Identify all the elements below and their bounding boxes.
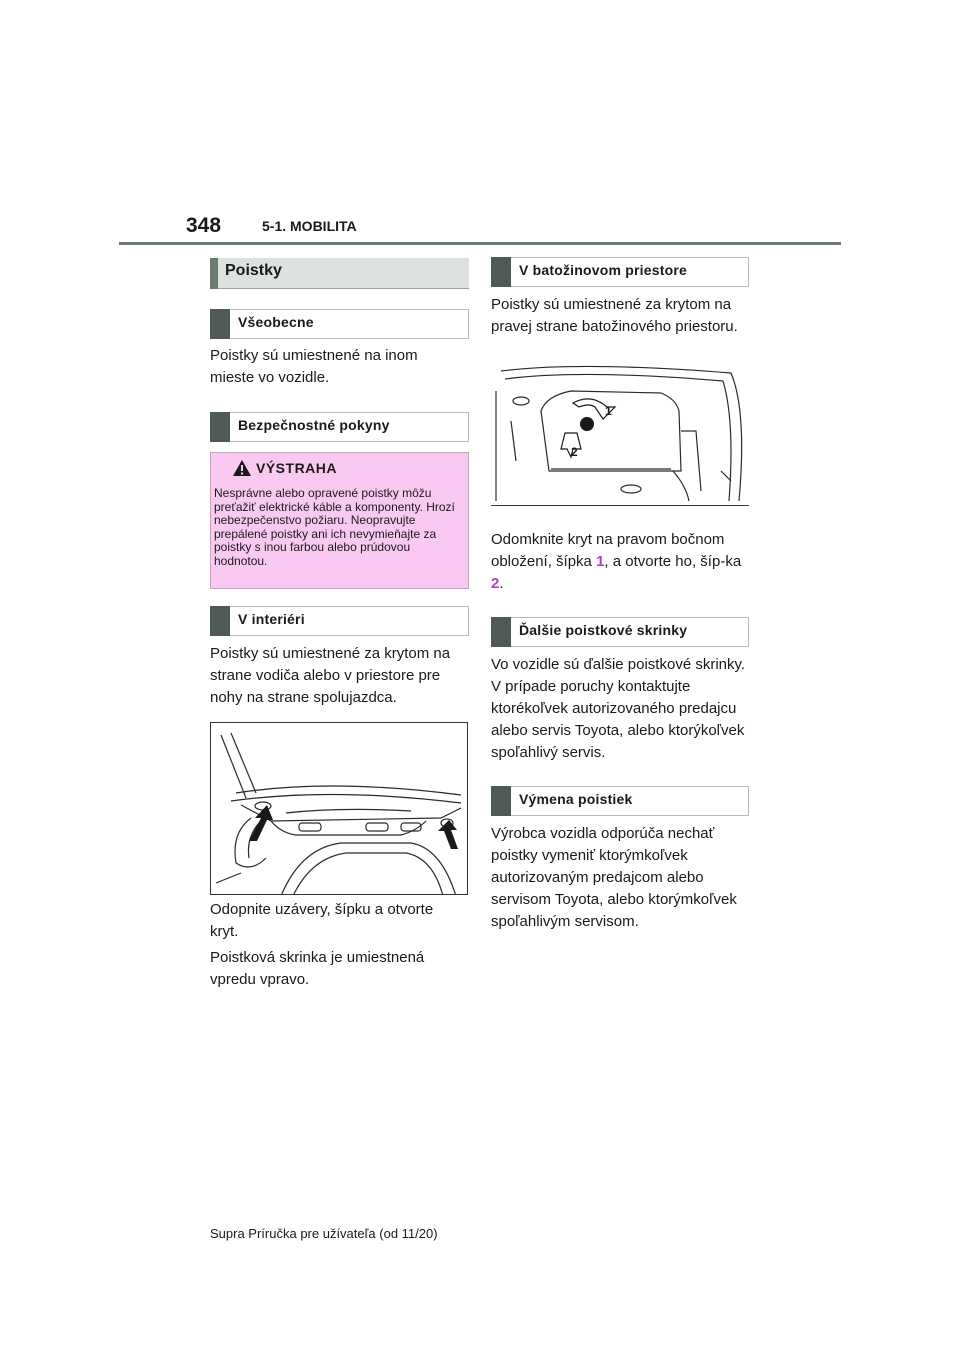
interior-location: Poistková skrinka je umiestnená vpredu vpravo. bbox=[210, 949, 425, 988]
subheading-more-label: Ďalšie poistkové skrinky bbox=[519, 622, 688, 638]
subheading-replace-label: Výmena poistiek bbox=[519, 791, 633, 807]
figure-label-2: 2 bbox=[571, 445, 578, 459]
trunk-caption-num-2: 2 bbox=[491, 575, 500, 592]
trunk-caption-part-a: Odomknite kryt na pravom bočnom obložení, šípka bbox=[491, 531, 725, 570]
warning-text: Nesprávne alebo opravené poistky môžu preťažiť elektrické káble a komponenty. Hrozí nebezpečenstvo požiaru. Neopravujte prepálené poistky ani ich nevymieňajte za poistky s inou farbou alebo prúdovou hodnotou. bbox=[214, 486, 455, 568]
trunk-caption-num-1: 1 bbox=[596, 553, 605, 570]
header-rule bbox=[119, 242, 841, 245]
subheading-trunk bbox=[491, 257, 749, 287]
warning-box bbox=[210, 452, 469, 589]
interior-fusebox-figure bbox=[210, 722, 468, 895]
subheading-replace bbox=[491, 786, 749, 816]
subheading-safety bbox=[210, 412, 469, 442]
footer-text: Supra Príručka pre užívateľa (od 11/20) bbox=[210, 1226, 438, 1241]
subheading-interior bbox=[210, 606, 469, 636]
section-title: Poistky bbox=[225, 262, 282, 279]
warning-triangle-icon bbox=[232, 459, 252, 477]
trunk-text: Poistky sú umiestnené za krytom na pravej strane batožinového priestoru. bbox=[491, 296, 738, 335]
replace-text: Výrobca vozidla odporúča nechať poistky vymeniť ktorýmkoľvek autorizovaným predajcom alebo servisom Toyota, alebo ktorýmkoľvek spoľahlivým servisom. bbox=[491, 825, 737, 930]
subheading-trunk-label: V batožinovom priestore bbox=[519, 262, 687, 278]
interior-caption: Odopnite uzávery, šípku a otvorte kryt. bbox=[210, 901, 434, 940]
general-text: Poistky sú umiestnené na inom mieste vo vozidle. bbox=[210, 347, 418, 386]
trunk-caption bbox=[491, 529, 749, 595]
subheading-general bbox=[210, 309, 469, 339]
trunk-fusebox-figure bbox=[491, 351, 749, 506]
trunk-caption-part-c: . bbox=[499, 575, 504, 592]
trunk-panel-drawing bbox=[491, 351, 749, 506]
section-title-bar bbox=[210, 258, 469, 289]
subheading-general-label: Všeobecne bbox=[238, 314, 314, 330]
section-label: 5-1. MOBILITA bbox=[262, 218, 357, 234]
subheading-more bbox=[491, 617, 749, 647]
subheading-interior-label: V interiéri bbox=[238, 611, 305, 627]
figure-label-1: 1 bbox=[605, 404, 612, 418]
subheading-safety-label: Bezpečnostné pokyny bbox=[238, 417, 390, 433]
trunk-caption-part-b: , a otvorte ho, šíp-ka bbox=[604, 553, 742, 570]
page-number: 348 bbox=[186, 214, 222, 237]
interior-dashboard-drawing bbox=[211, 723, 468, 895]
more-text: Vo vozidle sú ďalšie poistkové skrinky. V prípade poruchy kontaktujte ktorékoľvek autorizovaného predajcu alebo servis Toyota, alebo ktorýkoľvek spoľahlivý servis. bbox=[491, 656, 746, 761]
interior-text: Poistky sú umiestnené za krytom na strane vodiča alebo v priestore pre nohy na strane spolujazdca. bbox=[210, 645, 451, 706]
warning-title: VÝSTRAHA bbox=[256, 460, 338, 476]
